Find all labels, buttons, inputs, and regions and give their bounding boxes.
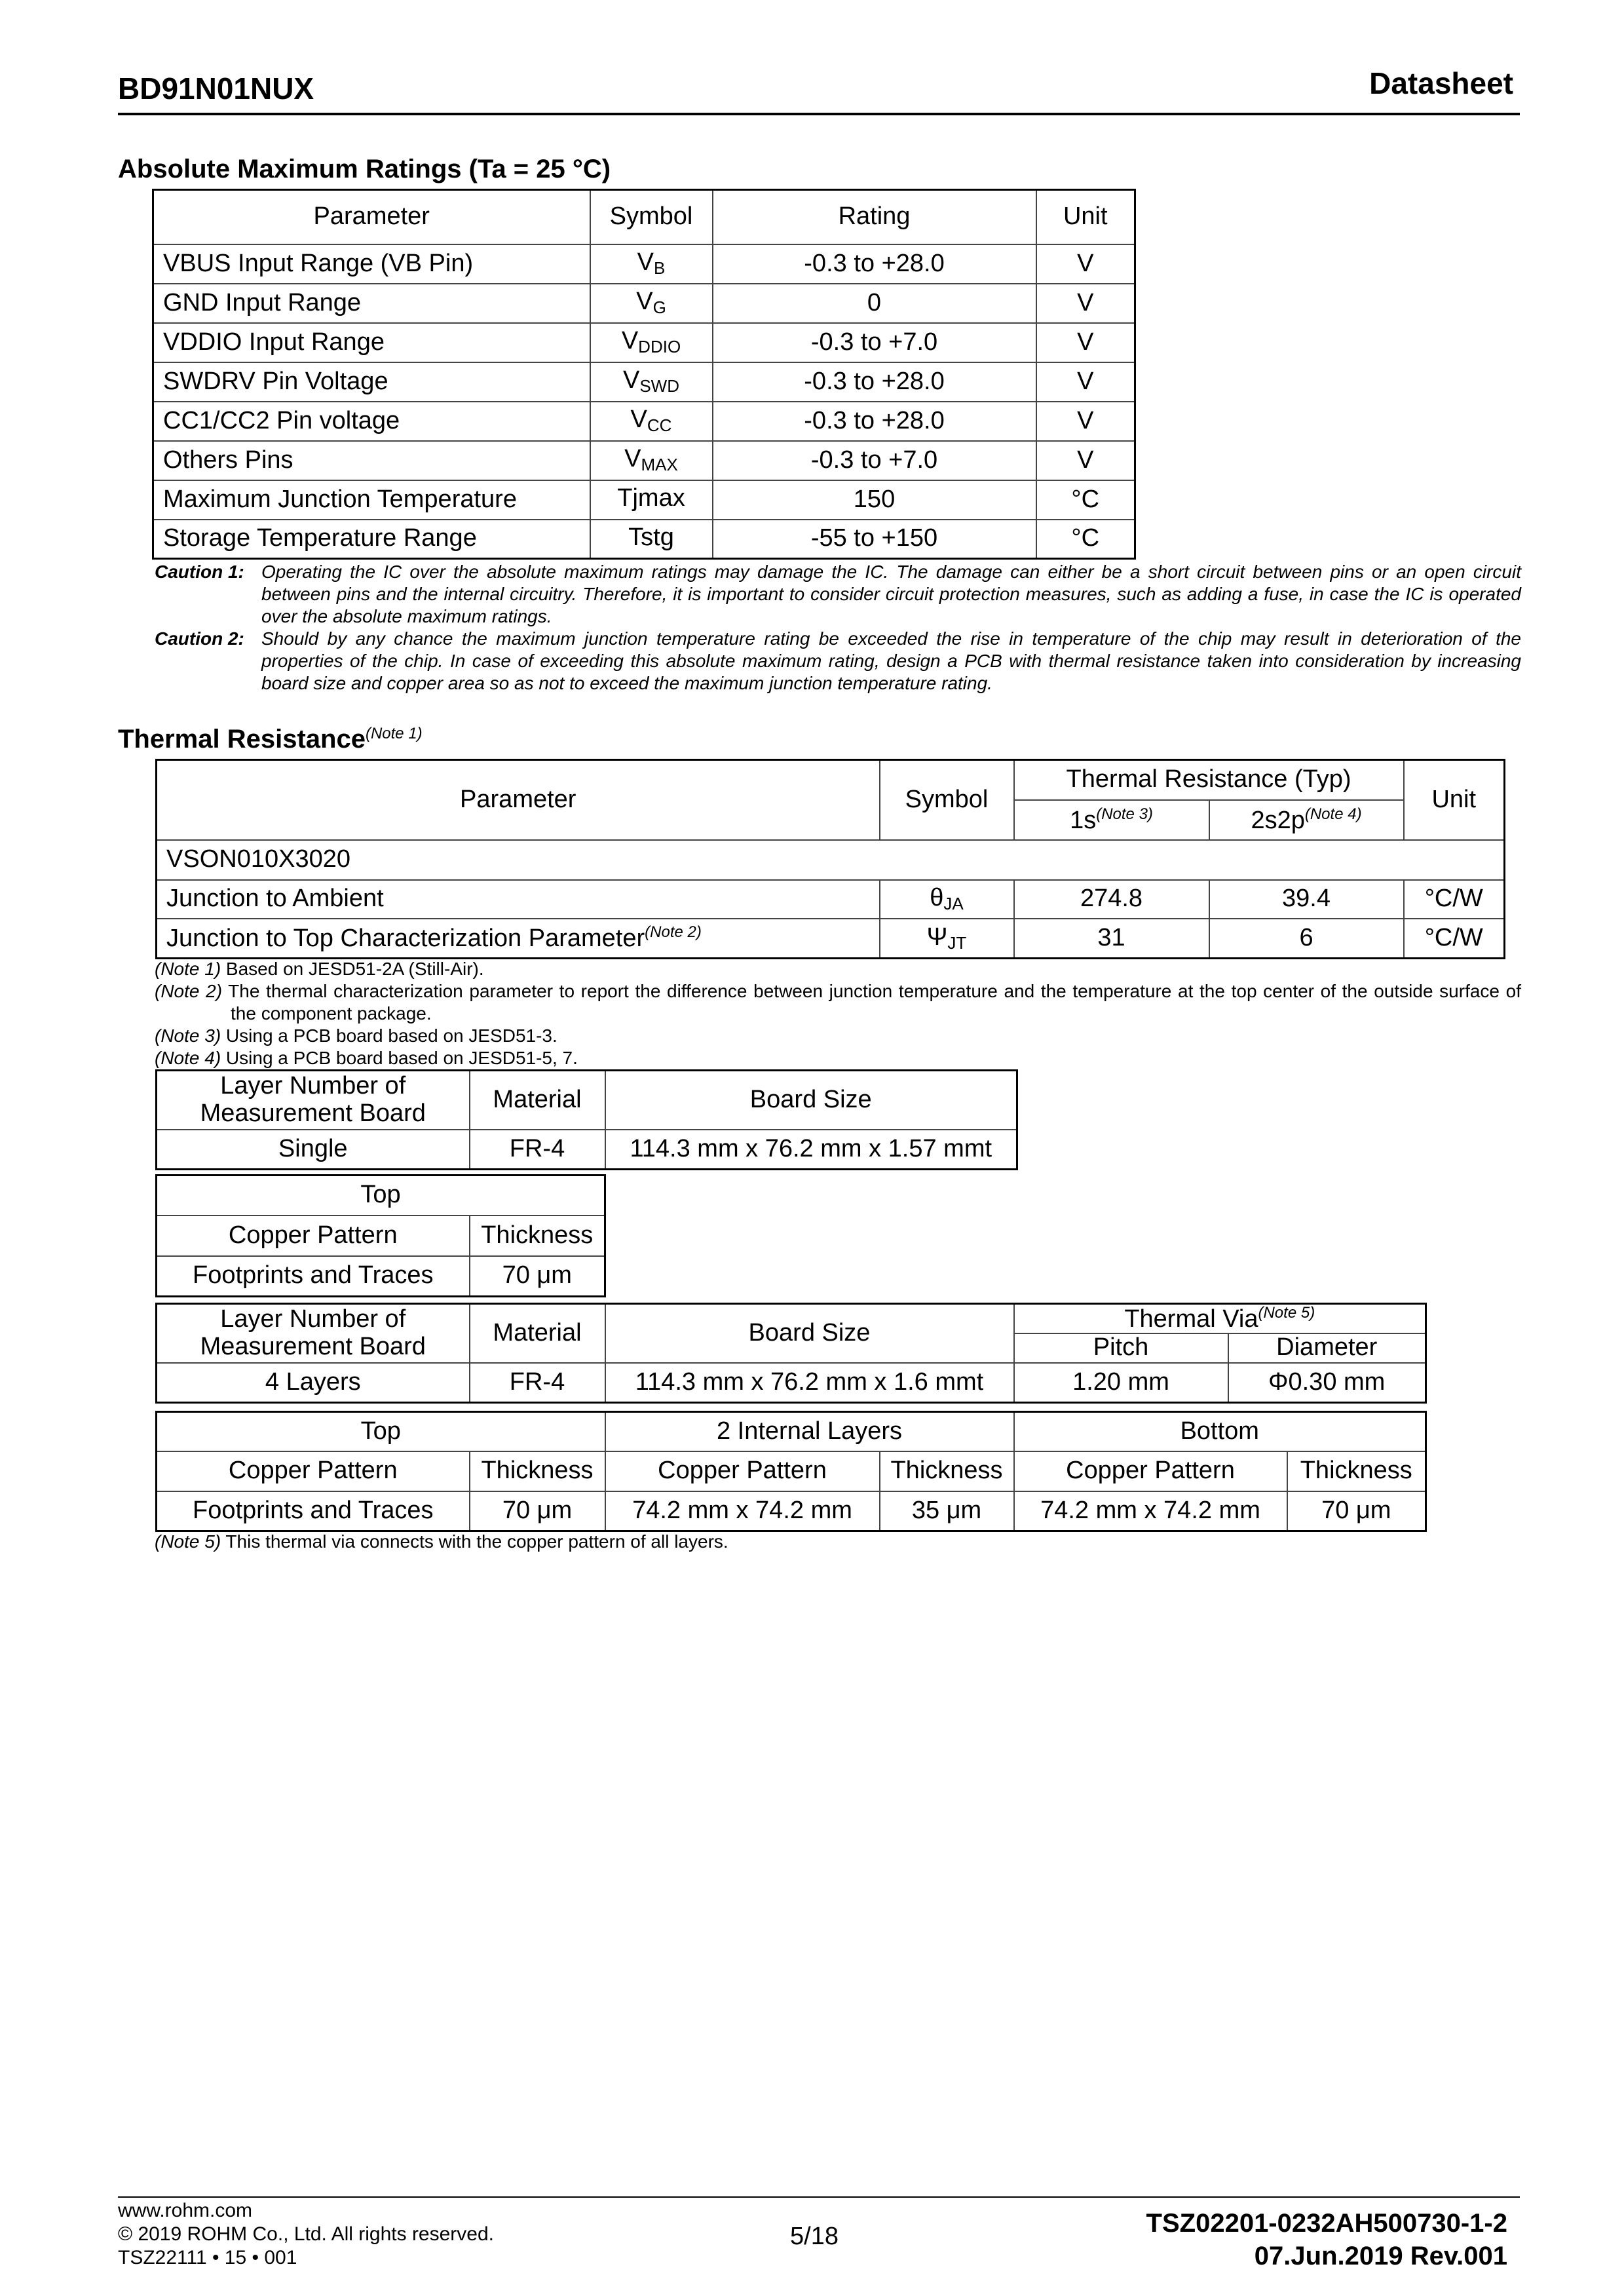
col-header: Thickness xyxy=(1287,1451,1426,1491)
footer-rule xyxy=(118,2196,1520,2198)
cell: 74.2 mm x 74.2 mm xyxy=(605,1491,880,1531)
caution-text: Should by any chance the maximum junction temperature rating be exceeded the rise in temperature of the chip may result in deterioration of the properties of the chip. In case of exceeding this absolute maximum rating, design a PCB with thermal resistance taken into consideration by increasing board size and copper area so as not to exceed the maximum junction temperature rating. xyxy=(261,628,1521,693)
footer-code: TSZ22111 • 15 • 001 xyxy=(118,2247,297,2268)
col-header: Pitch xyxy=(1014,1333,1228,1363)
note-1: (Note 1) Based on JESD51-2A (Still-Air). xyxy=(155,959,484,979)
header-part-number: BD91N01NUX xyxy=(118,71,314,105)
thermal-title xyxy=(118,725,423,754)
footer-url[interactable]: www.rohm.com xyxy=(118,2200,253,2221)
param: SWDRV Pin Voltage xyxy=(153,362,590,402)
board1-table xyxy=(155,1069,1018,1170)
unit: V xyxy=(1036,323,1135,362)
cell: Footprints and Traces xyxy=(157,1256,470,1297)
caution-2 xyxy=(155,628,1521,695)
table-row xyxy=(153,244,1135,284)
package-row: VSON010X3020 xyxy=(157,840,1505,880)
table-row xyxy=(157,919,1505,959)
param: GND Input Range xyxy=(153,284,590,323)
col-header: Layer Number of Measurement Board xyxy=(157,1304,470,1363)
thermal-notes xyxy=(155,958,1521,1069)
col-header: Board Size xyxy=(605,1071,1017,1130)
symbol: $V_B$ xyxy=(590,244,713,284)
col-header: Top xyxy=(157,1176,605,1215)
param: Junction to Top Characterization Parameter$^{(Note 2)}$ xyxy=(157,919,880,959)
col-header-1s: $1s^{(Note 3)}$ xyxy=(1014,800,1209,840)
param: Junction to Ambient xyxy=(157,880,880,919)
symbol: Tjmax xyxy=(590,480,713,520)
rating: -0.3 to +28.0 xyxy=(713,362,1036,402)
col-header: Symbol xyxy=(590,190,713,244)
symbol: Tstg xyxy=(590,520,713,559)
col-header: 2 Internal Layers xyxy=(605,1412,1014,1451)
cell: 70 μm xyxy=(470,1491,605,1531)
param: VBUS Input Range (VB Pin) xyxy=(153,244,590,284)
col-header: Copper Pattern xyxy=(1014,1451,1287,1491)
param: Maximum Junction Temperature xyxy=(153,480,590,520)
symbol: $V_{DDIO}$ xyxy=(590,323,713,362)
table-row xyxy=(157,880,1505,919)
symbol: $\Psi_{JT}$ xyxy=(880,919,1014,959)
table-row xyxy=(153,441,1135,480)
table-row xyxy=(153,323,1135,362)
col-header: Thickness xyxy=(470,1215,605,1256)
col-header: Parameter xyxy=(157,760,880,840)
col-header: Layer Number of Measurement Board xyxy=(157,1071,470,1130)
unit: °C/W xyxy=(1404,919,1505,959)
rating: -0.3 to +7.0 xyxy=(713,323,1036,362)
col-header: Unit xyxy=(1404,760,1505,840)
col-header: Copper Pattern xyxy=(605,1451,880,1491)
header-rule xyxy=(118,113,1520,115)
rating: -0.3 to +28.0 xyxy=(713,244,1036,284)
note-ref: (Note 1) xyxy=(365,725,423,742)
col-header-2s2p: $2s2p^{(Note 4)}$ xyxy=(1209,800,1404,840)
table-row xyxy=(153,402,1135,441)
cautions xyxy=(155,561,1521,695)
cell: FR-4 xyxy=(470,1363,605,1403)
cell: 114.3 mm x 76.2 mm x 1.57 mmt xyxy=(605,1130,1017,1170)
col-header: Bottom xyxy=(1014,1412,1426,1451)
doc-number: TSZ02201-0232AH500730-1-2 xyxy=(1146,2209,1507,2238)
footer-copyright: © 2019 ROHM Co., Ltd. All rights reserved. xyxy=(118,2223,494,2245)
value-1s: 31 xyxy=(1014,919,1209,959)
value-2s2p: 6 xyxy=(1209,919,1404,959)
copper2-table xyxy=(155,1411,1427,1532)
note-4: (Note 4) Using a PCB board based on JESD51-5, 7. xyxy=(155,1048,578,1068)
caution-1 xyxy=(155,561,1521,628)
param: Others Pins xyxy=(153,441,590,480)
rating: -0.3 to +28.0 xyxy=(713,402,1036,441)
unit: °C xyxy=(1036,480,1135,520)
cell: 70 μm xyxy=(470,1256,605,1297)
rating: 0 xyxy=(713,284,1036,323)
thermal-table xyxy=(155,759,1505,959)
cell: Φ0.30 mm xyxy=(1228,1363,1426,1403)
note-5: (Note 5) This thermal via connects with the copper pattern of all layers. xyxy=(155,1531,728,1552)
unit: °C/W xyxy=(1404,880,1505,919)
footer-left xyxy=(118,2199,494,2270)
cell: Footprints and Traces xyxy=(157,1491,470,1531)
header-doc-type: Datasheet xyxy=(1369,66,1513,100)
param: VDDIO Input Range xyxy=(153,323,590,362)
col-header: Rating xyxy=(713,190,1036,244)
param: CC1/CC2 Pin voltage xyxy=(153,402,590,441)
unit: V xyxy=(1036,244,1135,284)
note-3: (Note 3) Using a PCB board based on JESD51-3. xyxy=(155,1025,557,1046)
col-header: Thickness xyxy=(880,1451,1014,1491)
col-header: Copper Pattern xyxy=(157,1215,470,1256)
col-header: Top xyxy=(157,1412,605,1451)
board2-table xyxy=(155,1303,1427,1404)
table-row xyxy=(153,480,1135,520)
col-header: Symbol xyxy=(880,760,1014,840)
col-header: Material xyxy=(470,1071,605,1130)
cell: 74.2 mm x 74.2 mm xyxy=(1014,1491,1287,1531)
rating: -0.3 to +7.0 xyxy=(713,441,1036,480)
unit: °C xyxy=(1036,520,1135,559)
rating: 150 xyxy=(713,480,1036,520)
col-header: Unit xyxy=(1036,190,1135,244)
symbol: $V_{MAX}$ xyxy=(590,441,713,480)
cell: Single xyxy=(157,1130,470,1170)
col-header: Parameter xyxy=(153,190,590,244)
unit: V xyxy=(1036,362,1135,402)
caution-text: Operating the IC over the absolute maximum ratings may damage the IC. The damage can either be a short circuit between pins or an open circuit between pins and the internal circuitry. Therefore, it is important to consider circuit protection measures, such as adding a fuse, in case the IC is operated over the absolute maximum ratings. xyxy=(261,562,1521,626)
cell: 114.3 mm x 76.2 mm x 1.6 mmt xyxy=(605,1363,1014,1403)
cell: 4 Layers xyxy=(157,1363,470,1403)
amr-table xyxy=(152,189,1136,560)
amr-title: Absolute Maximum Ratings (Ta = 25 °C) xyxy=(118,155,611,183)
rating: -55 to +150 xyxy=(713,520,1036,559)
col-header: Diameter xyxy=(1228,1333,1426,1363)
col-header: Thickness xyxy=(470,1451,605,1491)
symbol: $V_{CC}$ xyxy=(590,402,713,441)
value-1s: 274.8 xyxy=(1014,880,1209,919)
col-header: Copper Pattern xyxy=(157,1451,470,1491)
table-row xyxy=(153,362,1135,402)
param: Storage Temperature Range xyxy=(153,520,590,559)
note-2: (Note 2) The thermal characterization parameter to report the difference between junction temperature and the temperature at the top center of the outside surface of the component package. xyxy=(155,981,1522,1024)
table-row xyxy=(153,520,1135,559)
copper1-table xyxy=(155,1174,606,1297)
thermal-title-text: Thermal Resistance xyxy=(118,725,366,754)
symbol: $\theta_{JA}$ xyxy=(880,880,1014,919)
cell: 70 μm xyxy=(1287,1491,1426,1531)
doc-date: 07.Jun.2019 Rev.001 xyxy=(1254,2242,1507,2270)
footer-right xyxy=(1146,2207,1507,2272)
unit: V xyxy=(1036,402,1135,441)
col-header: Thermal Via$^{(Note 5)}$ xyxy=(1014,1304,1426,1333)
unit: V xyxy=(1036,441,1135,480)
caution-label: Caution 2: xyxy=(155,628,244,649)
col-header: Material xyxy=(470,1304,605,1363)
unit: V xyxy=(1036,284,1135,323)
col-header: Board Size xyxy=(605,1304,1014,1363)
cell: FR-4 xyxy=(470,1130,605,1170)
symbol: $V_{SWD}$ xyxy=(590,362,713,402)
cell: 35 μm xyxy=(880,1491,1014,1531)
table-row xyxy=(153,284,1135,323)
caution-label: Caution 1: xyxy=(155,562,244,582)
cell: 1.20 mm xyxy=(1014,1363,1228,1403)
page-number: 5/18 xyxy=(790,2223,839,2250)
symbol: $V_G$ xyxy=(590,284,713,323)
col-header: Thermal Resistance (Typ) xyxy=(1014,760,1404,800)
value-2s2p: 39.4 xyxy=(1209,880,1404,919)
